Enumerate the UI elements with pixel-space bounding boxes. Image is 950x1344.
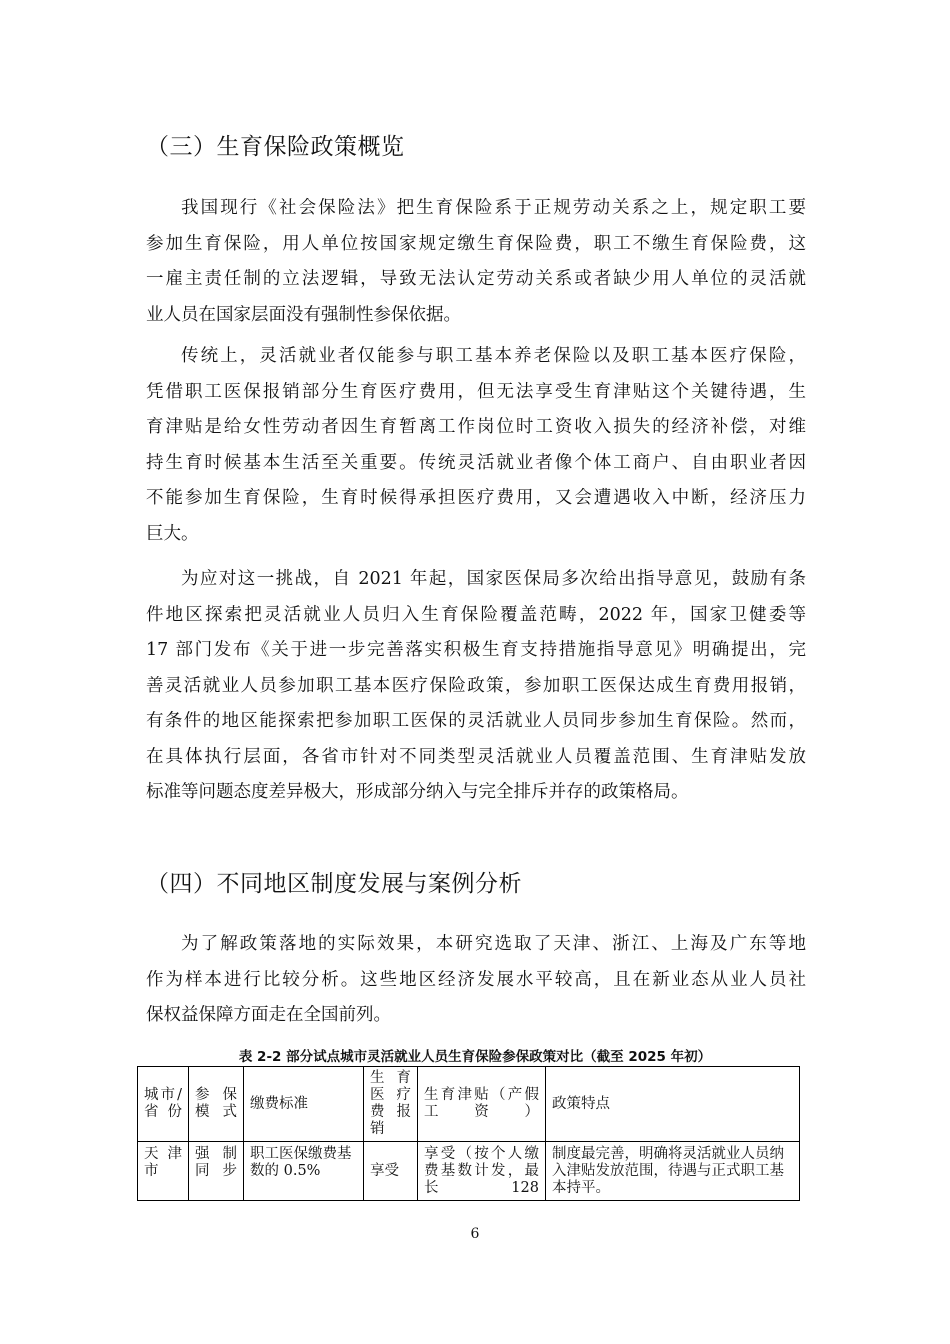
paragraph-line: 参加生育保险，用人单位按国家规定缴生育保险费，职工不缴生育保险费，这 [146, 233, 806, 254]
paragraph-line: 我国现行《社会保险法》把生育保险系于正规劳动关系之上，规定职工要 [181, 198, 806, 218]
cell-mode: 强制同步 [189, 1142, 244, 1201]
paragraph-line: 持生育时候基本生活至关重要。传统灵活就业者像个体工商户、自由职业者因 [146, 452, 806, 473]
paragraph-line: 保权益保障方面走在全国前列。 [146, 1005, 391, 1025]
paragraph-line: 不能参加生育保险，生育时候得承担医疗费用，又会遭遇收入中断，经济压力 [146, 488, 806, 508]
table-row [138, 1142, 800, 1201]
header-city: 城市/省份 [138, 1067, 189, 1142]
paragraph-line: 在具体执行层面，各省市针对不同类型灵活就业人员覆盖范围、生育津贴发放 [146, 746, 806, 767]
paragraph-4 [146, 927, 806, 1034]
paragraph-line: 有条件的地区能探索把参加职工医保的灵活就业人员同步参加生育保险。然而， [146, 711, 806, 731]
cell-allowance: 享受（按个人缴费基数计发，最长 128 [418, 1142, 546, 1201]
paragraph-line: 传统上，灵活就业者仅能参与职工基本养老保险以及职工基本医疗保险， [181, 346, 806, 366]
paragraph-line: 育津贴是给女性劳动者因生育暂离工作岗位时工资收入损失的经济补偿，对维 [146, 417, 806, 437]
cell-fee: 职工医保缴费基数的 0.5% [244, 1142, 364, 1201]
cell-medical: 享受 [364, 1142, 418, 1201]
paragraph-line: 17 部门发布《关于进一步完善落实积极生育支持措施指导意见》明确提出，完 [146, 640, 806, 660]
paragraph-3 [146, 562, 806, 811]
policy-comparison-table [137, 1066, 800, 1201]
header-feature: 政策特点 [546, 1067, 800, 1142]
paragraph-1 [146, 191, 806, 333]
cell-feature: 制度最完善，明确将灵活就业人员纳入津贴发放范围，待遇与正式职工基本持平。 [546, 1142, 800, 1201]
paragraph-line: 为应对这一挑战，自 2021 年起，国家医保局多次给出指导意见，鼓励有条 [181, 569, 806, 589]
paragraph-line: 件地区探索把灵活就业人员归入生育保险覆盖范畴，2022 年，国家卫健委等 [146, 604, 806, 625]
table-header-row [138, 1067, 800, 1142]
header-mode: 参保模式 [189, 1067, 244, 1142]
paragraph-line: 作为样本进行比较分析。这些地区经济发展水平较高，且在新业态从业人员社 [146, 969, 806, 990]
header-allowance: 生育津贴（产假工资） [418, 1067, 546, 1142]
paragraph-line: 为了解政策落地的实际效果，本研究选取了天津、浙江、上海及广东等地 [181, 934, 806, 954]
section-heading-4: （四）不同地区制度发展与案例分析 [146, 871, 522, 897]
paragraph-line: 巨大。 [146, 523, 199, 544]
table-caption: 表 2-2 部分试点城市灵活就业人员生育保险参保政策对比（截至 2025 年初） [238, 1049, 712, 1065]
paragraph-2 [146, 339, 806, 552]
cell-city: 天津市 [138, 1142, 189, 1201]
paragraph-line: 一雇主责任制的立法逻辑，导致无法认定劳动关系或者缺少用人单位的灵活就 [146, 269, 806, 289]
paragraph-line: 凭借职工医保报销部分生育医疗费用，但无法享受生育津贴这个关键待遇，生 [146, 381, 806, 402]
section-heading-3: （三）生育保险政策概览 [146, 134, 405, 160]
page-number: 6 [470, 1226, 480, 1242]
paragraph-line: 标准等问题态度差异极大，形成部分纳入与完全排斥并存的政策格局。 [146, 782, 689, 802]
paragraph-line: 善灵活就业人员参加职工基本医疗保险政策，参加职工医保达成生育费用报销， [146, 675, 806, 696]
paragraph-line: 业人员在国家层面没有强制性参保依据。 [146, 304, 461, 325]
header-fee: 缴费标准 [244, 1067, 364, 1142]
header-medical: 生育医疗费报销 [364, 1067, 418, 1142]
